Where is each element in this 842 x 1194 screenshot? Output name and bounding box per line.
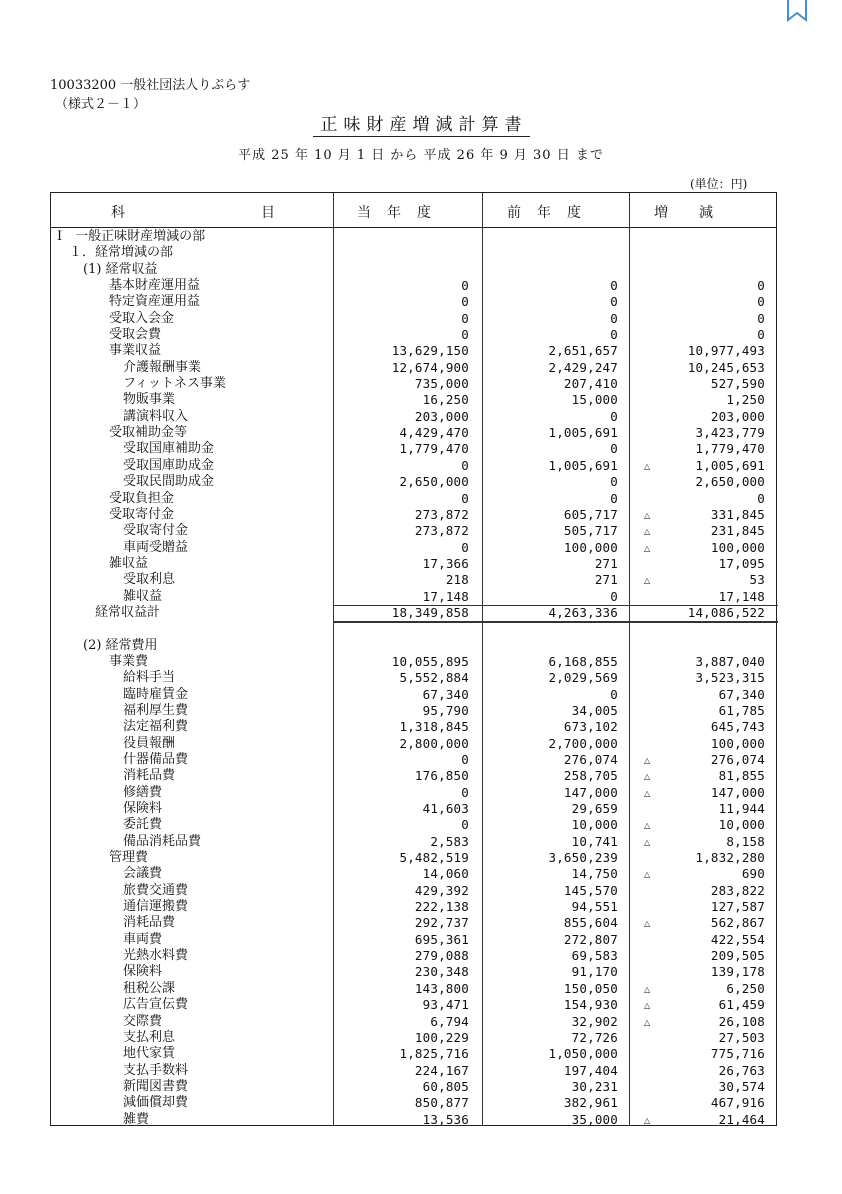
row-label: (2) 経常費用 — [83, 637, 158, 653]
negative-mark: △ — [644, 821, 651, 831]
current-value: 14,060 — [422, 866, 469, 882]
organization-line: 10033200 一般社団法人りぷらす — [50, 78, 251, 93]
row-label: 保険料 — [123, 964, 163, 980]
row-label: 受取国庫助成金 — [123, 457, 215, 473]
current-value: 16,250 — [422, 392, 469, 408]
current-value: 17,366 — [422, 555, 469, 571]
row-label: 事業費 — [109, 653, 149, 669]
row-label: 受取入会金 — [109, 310, 175, 326]
table-row — [51, 294, 778, 310]
table-row — [51, 262, 778, 278]
change-value: 10,000 — [718, 817, 765, 833]
previous-value: 197,404 — [563, 1062, 618, 1078]
table-row — [51, 670, 778, 686]
change-value: 203,000 — [710, 408, 765, 424]
current-value: 60,805 — [422, 1078, 469, 1094]
previous-value: 29,659 — [571, 801, 618, 817]
header-divider — [51, 227, 776, 228]
current-value: 292,737 — [414, 915, 469, 931]
row-label: 基本財産運用益 — [109, 278, 201, 294]
current-value: 143,800 — [414, 980, 469, 996]
table-row — [51, 343, 778, 359]
row-label: 委託費 — [123, 817, 163, 833]
change-value: 0 — [757, 278, 765, 294]
row-label: 受取民間助成金 — [123, 474, 215, 490]
negative-mark: △ — [644, 543, 651, 553]
previous-value: 0 — [610, 474, 618, 490]
change-value: 127,587 — [710, 899, 765, 915]
table-row — [51, 1046, 778, 1062]
row-label: 消耗品費 — [123, 915, 176, 931]
change-value: 10,245,653 — [687, 359, 765, 375]
row-label: 経常収益計 — [95, 604, 161, 620]
table-row — [51, 507, 778, 523]
current-value: 0 — [461, 539, 469, 555]
table-row — [51, 1079, 778, 1095]
table-row — [51, 1063, 778, 1079]
change-value: 276,074 — [710, 752, 765, 767]
change-value: 1,779,470 — [695, 441, 765, 457]
table-row — [51, 311, 778, 327]
table-row — [51, 621, 778, 637]
previous-value: 0 — [610, 310, 618, 326]
change-value: 26,108 — [718, 1013, 765, 1029]
total-rule-top — [333, 605, 778, 606]
table-row — [51, 474, 778, 490]
previous-value: 2,029,569 — [548, 670, 618, 686]
row-label: フィットネス事業 — [123, 376, 226, 392]
table-row — [51, 392, 778, 408]
change-value: 8,158 — [726, 833, 765, 849]
change-value: 10,977,493 — [687, 343, 765, 359]
previous-value: 0 — [610, 686, 618, 702]
previous-value: 855,604 — [563, 915, 618, 931]
change-value: 645,743 — [710, 719, 765, 735]
current-value: 4,429,470 — [399, 425, 469, 441]
previous-value: 72,726 — [571, 1029, 618, 1045]
previous-value: 94,551 — [571, 899, 618, 915]
change-value: 209,505 — [710, 948, 765, 964]
current-value: 17,148 — [422, 588, 469, 604]
current-value: 0 — [461, 327, 469, 343]
previous-value: 258,705 — [563, 768, 618, 784]
previous-value: 154,930 — [563, 997, 618, 1013]
negative-mark: △ — [644, 527, 651, 537]
header-item-a: 科 — [111, 205, 126, 221]
row-label: 法定福利費 — [123, 719, 189, 735]
row-label: 介護報酬事業 — [123, 359, 202, 375]
row-label: 雑収益 — [123, 588, 163, 604]
change-value: 81,855 — [718, 768, 765, 784]
bookmark-icon[interactable] — [786, 0, 808, 22]
current-value: 230,348 — [414, 964, 469, 980]
change-value: 527,590 — [710, 376, 765, 392]
previous-value: 6,168,855 — [548, 653, 618, 669]
current-value: 67,340 — [422, 686, 469, 702]
table-row — [51, 458, 778, 474]
table-row — [51, 817, 778, 833]
negative-mark: △ — [644, 1017, 651, 1027]
table-body — [51, 229, 778, 1128]
previous-value: 150,050 — [563, 980, 618, 996]
previous-value: 2,429,247 — [548, 359, 618, 375]
negative-mark: △ — [644, 510, 651, 520]
current-value: 0 — [461, 784, 469, 800]
change-value: 331,845 — [710, 506, 765, 522]
change-value: 1,250 — [726, 392, 765, 408]
previous-value: 2,700,000 — [548, 735, 618, 751]
previous-value: 3,650,239 — [548, 850, 618, 866]
current-value: 0 — [461, 457, 469, 473]
table-row — [51, 915, 778, 931]
table-row — [51, 425, 778, 441]
previous-value: 1,005,691 — [548, 425, 618, 441]
previous-value: 32,902 — [571, 1013, 618, 1029]
row-label: 会議費 — [123, 866, 163, 882]
previous-value: 207,410 — [563, 376, 618, 392]
table-row — [51, 572, 778, 588]
row-label: 修繕費 — [123, 784, 163, 800]
row-label: 給料手当 — [123, 670, 176, 686]
change-value: 3,887,040 — [695, 653, 765, 669]
previous-value: 100,000 — [563, 539, 618, 555]
row-label: 交際費 — [123, 1013, 163, 1029]
current-value: 1,825,716 — [399, 1046, 469, 1062]
table-row — [51, 654, 778, 670]
previous-value: 10,741 — [571, 833, 618, 849]
row-label: 受取補助金等 — [109, 425, 188, 441]
table-row — [51, 327, 778, 343]
previous-value: 30,231 — [571, 1078, 618, 1094]
table-row — [51, 719, 778, 735]
current-value: 12,674,900 — [391, 359, 469, 375]
current-value: 0 — [461, 310, 469, 326]
current-value: 273,872 — [414, 523, 469, 539]
change-value: 61,459 — [718, 997, 765, 1013]
previous-value: 0 — [610, 294, 618, 310]
change-value: 30,574 — [718, 1078, 765, 1094]
table-row — [51, 1014, 778, 1030]
previous-value: 0 — [610, 278, 618, 294]
previous-value: 1,005,691 — [548, 457, 618, 473]
change-value: 0 — [757, 310, 765, 326]
current-value: 93,471 — [422, 997, 469, 1013]
change-value: 3,523,315 — [695, 670, 765, 686]
negative-mark: △ — [644, 984, 651, 994]
change-value: 147,000 — [710, 784, 765, 800]
table-row — [51, 1030, 778, 1046]
table-row — [51, 441, 778, 457]
change-value: 467,916 — [710, 1095, 765, 1111]
change-value: 2,650,000 — [695, 474, 765, 490]
previous-value: 271 — [594, 572, 618, 588]
row-label: 消耗品費 — [123, 768, 176, 784]
change-value: 67,340 — [718, 686, 765, 702]
table-row — [51, 556, 778, 572]
row-label: 管理費 — [109, 850, 149, 866]
row-label: 雑収益 — [109, 555, 149, 571]
table-row — [51, 360, 778, 376]
current-value: 2,800,000 — [399, 735, 469, 751]
previous-value: 4,263,336 — [548, 604, 618, 620]
previous-value: 0 — [610, 588, 618, 604]
current-value: 279,088 — [414, 948, 469, 964]
header-item-b: 目 — [261, 205, 276, 221]
change-value: 100,000 — [710, 735, 765, 751]
current-value: 224,167 — [414, 1062, 469, 1078]
table-row — [51, 981, 778, 997]
row-label: Ⅰ 一般正味財産増減の部 — [57, 229, 206, 244]
previous-value: 0 — [610, 490, 618, 506]
current-value: 2,583 — [430, 833, 469, 849]
current-value: 2,650,000 — [399, 474, 469, 490]
table-row — [51, 736, 778, 752]
change-value: 139,178 — [710, 964, 765, 980]
row-label: 新聞図書費 — [123, 1078, 189, 1094]
row-label: 雑費 — [123, 1111, 150, 1127]
negative-mark: △ — [644, 788, 651, 798]
row-label: 支払利息 — [123, 1029, 176, 1045]
change-value: 1,832,280 — [695, 850, 765, 866]
previous-value: 276,074 — [563, 752, 618, 767]
current-value: 0 — [461, 752, 469, 767]
row-label: 講演料収入 — [123, 408, 189, 424]
current-value: 5,552,884 — [399, 670, 469, 686]
negative-mark: △ — [644, 772, 651, 782]
negative-mark: △ — [644, 1115, 651, 1125]
row-label: 備品消耗品費 — [123, 833, 202, 849]
row-label: 福利厚生費 — [123, 702, 189, 718]
current-value: 13,629,150 — [391, 343, 469, 359]
change-value: 6,250 — [726, 980, 765, 996]
current-value: 735,000 — [414, 376, 469, 392]
reporting-period: 平成 25 年 10 月 1 日 から 平成 26 年 9 月 30 日 まで — [238, 148, 604, 163]
negative-mark: △ — [644, 1001, 651, 1011]
row-label: 臨時雇賃金 — [123, 686, 189, 702]
current-value: 41,603 — [422, 801, 469, 817]
negative-mark: △ — [644, 919, 651, 929]
previous-value: 272,807 — [563, 931, 618, 947]
header-previous-year: 前 年 度 — [507, 205, 582, 221]
table-row — [51, 752, 778, 768]
previous-value: 10,000 — [571, 817, 618, 833]
row-label: 受取負担金 — [109, 490, 175, 506]
change-value: 27,503 — [718, 1029, 765, 1045]
row-label: 車両費 — [123, 931, 163, 947]
change-value: 14,086,522 — [687, 604, 765, 620]
row-label: 事業収益 — [109, 343, 162, 359]
change-value: 17,148 — [718, 588, 765, 604]
table-row — [51, 491, 778, 507]
table-row — [51, 866, 778, 882]
previous-value: 35,000 — [571, 1111, 618, 1127]
current-value: 0 — [461, 294, 469, 310]
change-value: 0 — [757, 327, 765, 343]
row-label: 支払手数料 — [123, 1062, 189, 1078]
table-row — [51, 245, 778, 261]
negative-mark: △ — [644, 576, 651, 586]
current-value: 0 — [461, 278, 469, 294]
table-row — [51, 589, 778, 605]
negative-mark: △ — [644, 837, 651, 847]
change-value: 1,005,691 — [695, 457, 765, 473]
current-value: 0 — [461, 817, 469, 833]
row-label: １．経常増減の部 — [69, 245, 174, 261]
current-value: 429,392 — [414, 882, 469, 898]
table-row — [51, 523, 778, 539]
current-value: 203,000 — [414, 408, 469, 424]
previous-value: 34,005 — [571, 702, 618, 718]
row-label: 車両受贈益 — [123, 539, 189, 555]
previous-value: 605,717 — [563, 506, 618, 522]
document-title: 正味財産増減計算書 — [313, 110, 530, 137]
row-label: 什器備品費 — [123, 752, 189, 767]
table-row — [51, 932, 778, 948]
change-value: 775,716 — [710, 1046, 765, 1062]
change-value: 562,867 — [710, 915, 765, 931]
table-row — [51, 801, 778, 817]
table-row — [51, 1095, 778, 1111]
previous-value: 145,570 — [563, 882, 618, 898]
change-value: 61,785 — [718, 702, 765, 718]
previous-value: 147,000 — [563, 784, 618, 800]
form-number: （様式２－１） — [55, 97, 147, 112]
change-value: 283,822 — [710, 882, 765, 898]
current-value: 18,349,858 — [391, 604, 469, 620]
change-value: 3,423,779 — [695, 425, 765, 441]
row-label: 受取利息 — [123, 572, 176, 588]
negative-mark: △ — [644, 461, 651, 471]
unit-label: (単位：円) — [690, 177, 748, 191]
change-value: 21,464 — [718, 1111, 765, 1127]
row-label: 物販事業 — [123, 392, 176, 408]
current-value: 0 — [461, 490, 469, 506]
current-value: 10,055,895 — [391, 653, 469, 669]
current-value: 176,850 — [414, 768, 469, 784]
change-value: 0 — [757, 490, 765, 506]
change-value: 100,000 — [710, 539, 765, 555]
row-label: 保険料 — [123, 801, 163, 817]
table-row — [51, 948, 778, 964]
table-row — [51, 540, 778, 556]
table-row — [51, 703, 778, 719]
current-value: 695,361 — [414, 931, 469, 947]
previous-value: 15,000 — [571, 392, 618, 408]
previous-value: 0 — [610, 441, 618, 457]
header-change: 増 減 — [654, 205, 714, 221]
current-value: 218 — [445, 572, 469, 588]
row-label: 受取寄付金 — [123, 523, 189, 539]
table-row — [51, 409, 778, 425]
table-row — [51, 899, 778, 915]
table-row — [51, 687, 778, 703]
current-value: 100,229 — [414, 1029, 469, 1045]
table-row — [51, 883, 778, 899]
previous-value: 1,050,000 — [548, 1046, 618, 1062]
previous-value: 0 — [610, 408, 618, 424]
table-row — [51, 834, 778, 850]
table-row — [51, 964, 778, 980]
change-value: 53 — [749, 572, 765, 588]
table-row — [51, 768, 778, 784]
row-label: 特定資産運用益 — [109, 294, 201, 310]
current-value: 1,779,470 — [399, 441, 469, 457]
row-label: 通信運搬費 — [123, 899, 189, 915]
table-row — [51, 638, 778, 654]
document-title-wrap — [0, 110, 842, 137]
row-label: 役員報酬 — [123, 735, 176, 751]
current-value: 273,872 — [414, 506, 469, 522]
table-row — [51, 376, 778, 392]
change-value: 231,845 — [710, 523, 765, 539]
previous-value: 673,102 — [563, 719, 618, 735]
table-row — [51, 229, 778, 245]
table-row — [51, 850, 778, 866]
negative-mark: △ — [644, 756, 651, 765]
previous-value: 91,170 — [571, 964, 618, 980]
row-label: 受取寄付金 — [109, 506, 175, 522]
current-value: 5,482,519 — [399, 850, 469, 866]
table-row — [51, 997, 778, 1013]
change-value: 17,095 — [718, 555, 765, 571]
current-value: 850,877 — [414, 1095, 469, 1111]
previous-value: 0 — [610, 327, 618, 343]
previous-value: 2,651,657 — [548, 343, 618, 359]
previous-value: 505,717 — [563, 523, 618, 539]
previous-value: 14,750 — [571, 866, 618, 882]
change-value: 0 — [757, 294, 765, 310]
change-value: 11,944 — [718, 801, 765, 817]
row-label: 光熱水料費 — [123, 948, 189, 964]
current-value: 13,536 — [422, 1111, 469, 1127]
row-label: 広告宣伝費 — [123, 997, 189, 1013]
row-label: 減価償却費 — [123, 1095, 189, 1111]
row-label: 地代家賃 — [123, 1046, 176, 1062]
current-value: 222,138 — [414, 899, 469, 915]
table-row — [51, 278, 778, 294]
previous-value: 69,583 — [571, 948, 618, 964]
table-row — [51, 605, 778, 621]
row-label: 受取国庫補助金 — [123, 441, 215, 457]
statement-table — [50, 192, 777, 1126]
current-value: 6,794 — [430, 1013, 469, 1029]
negative-mark: △ — [644, 870, 651, 880]
current-value: 1,318,845 — [399, 719, 469, 735]
row-label: 旅費交通費 — [123, 882, 189, 898]
change-value: 26,763 — [718, 1062, 765, 1078]
row-label: (1) 経常収益 — [83, 261, 158, 277]
row-label: 受取会費 — [109, 327, 162, 343]
row-label: 租税公課 — [123, 980, 176, 996]
previous-value: 382,961 — [563, 1095, 618, 1111]
current-value: 95,790 — [422, 702, 469, 718]
change-value: 690 — [741, 866, 765, 882]
table-row — [51, 785, 778, 801]
header-current-year: 当 年 度 — [357, 205, 432, 221]
previous-value: 271 — [594, 555, 618, 571]
change-value: 422,554 — [710, 931, 765, 947]
table-row — [51, 1112, 778, 1128]
